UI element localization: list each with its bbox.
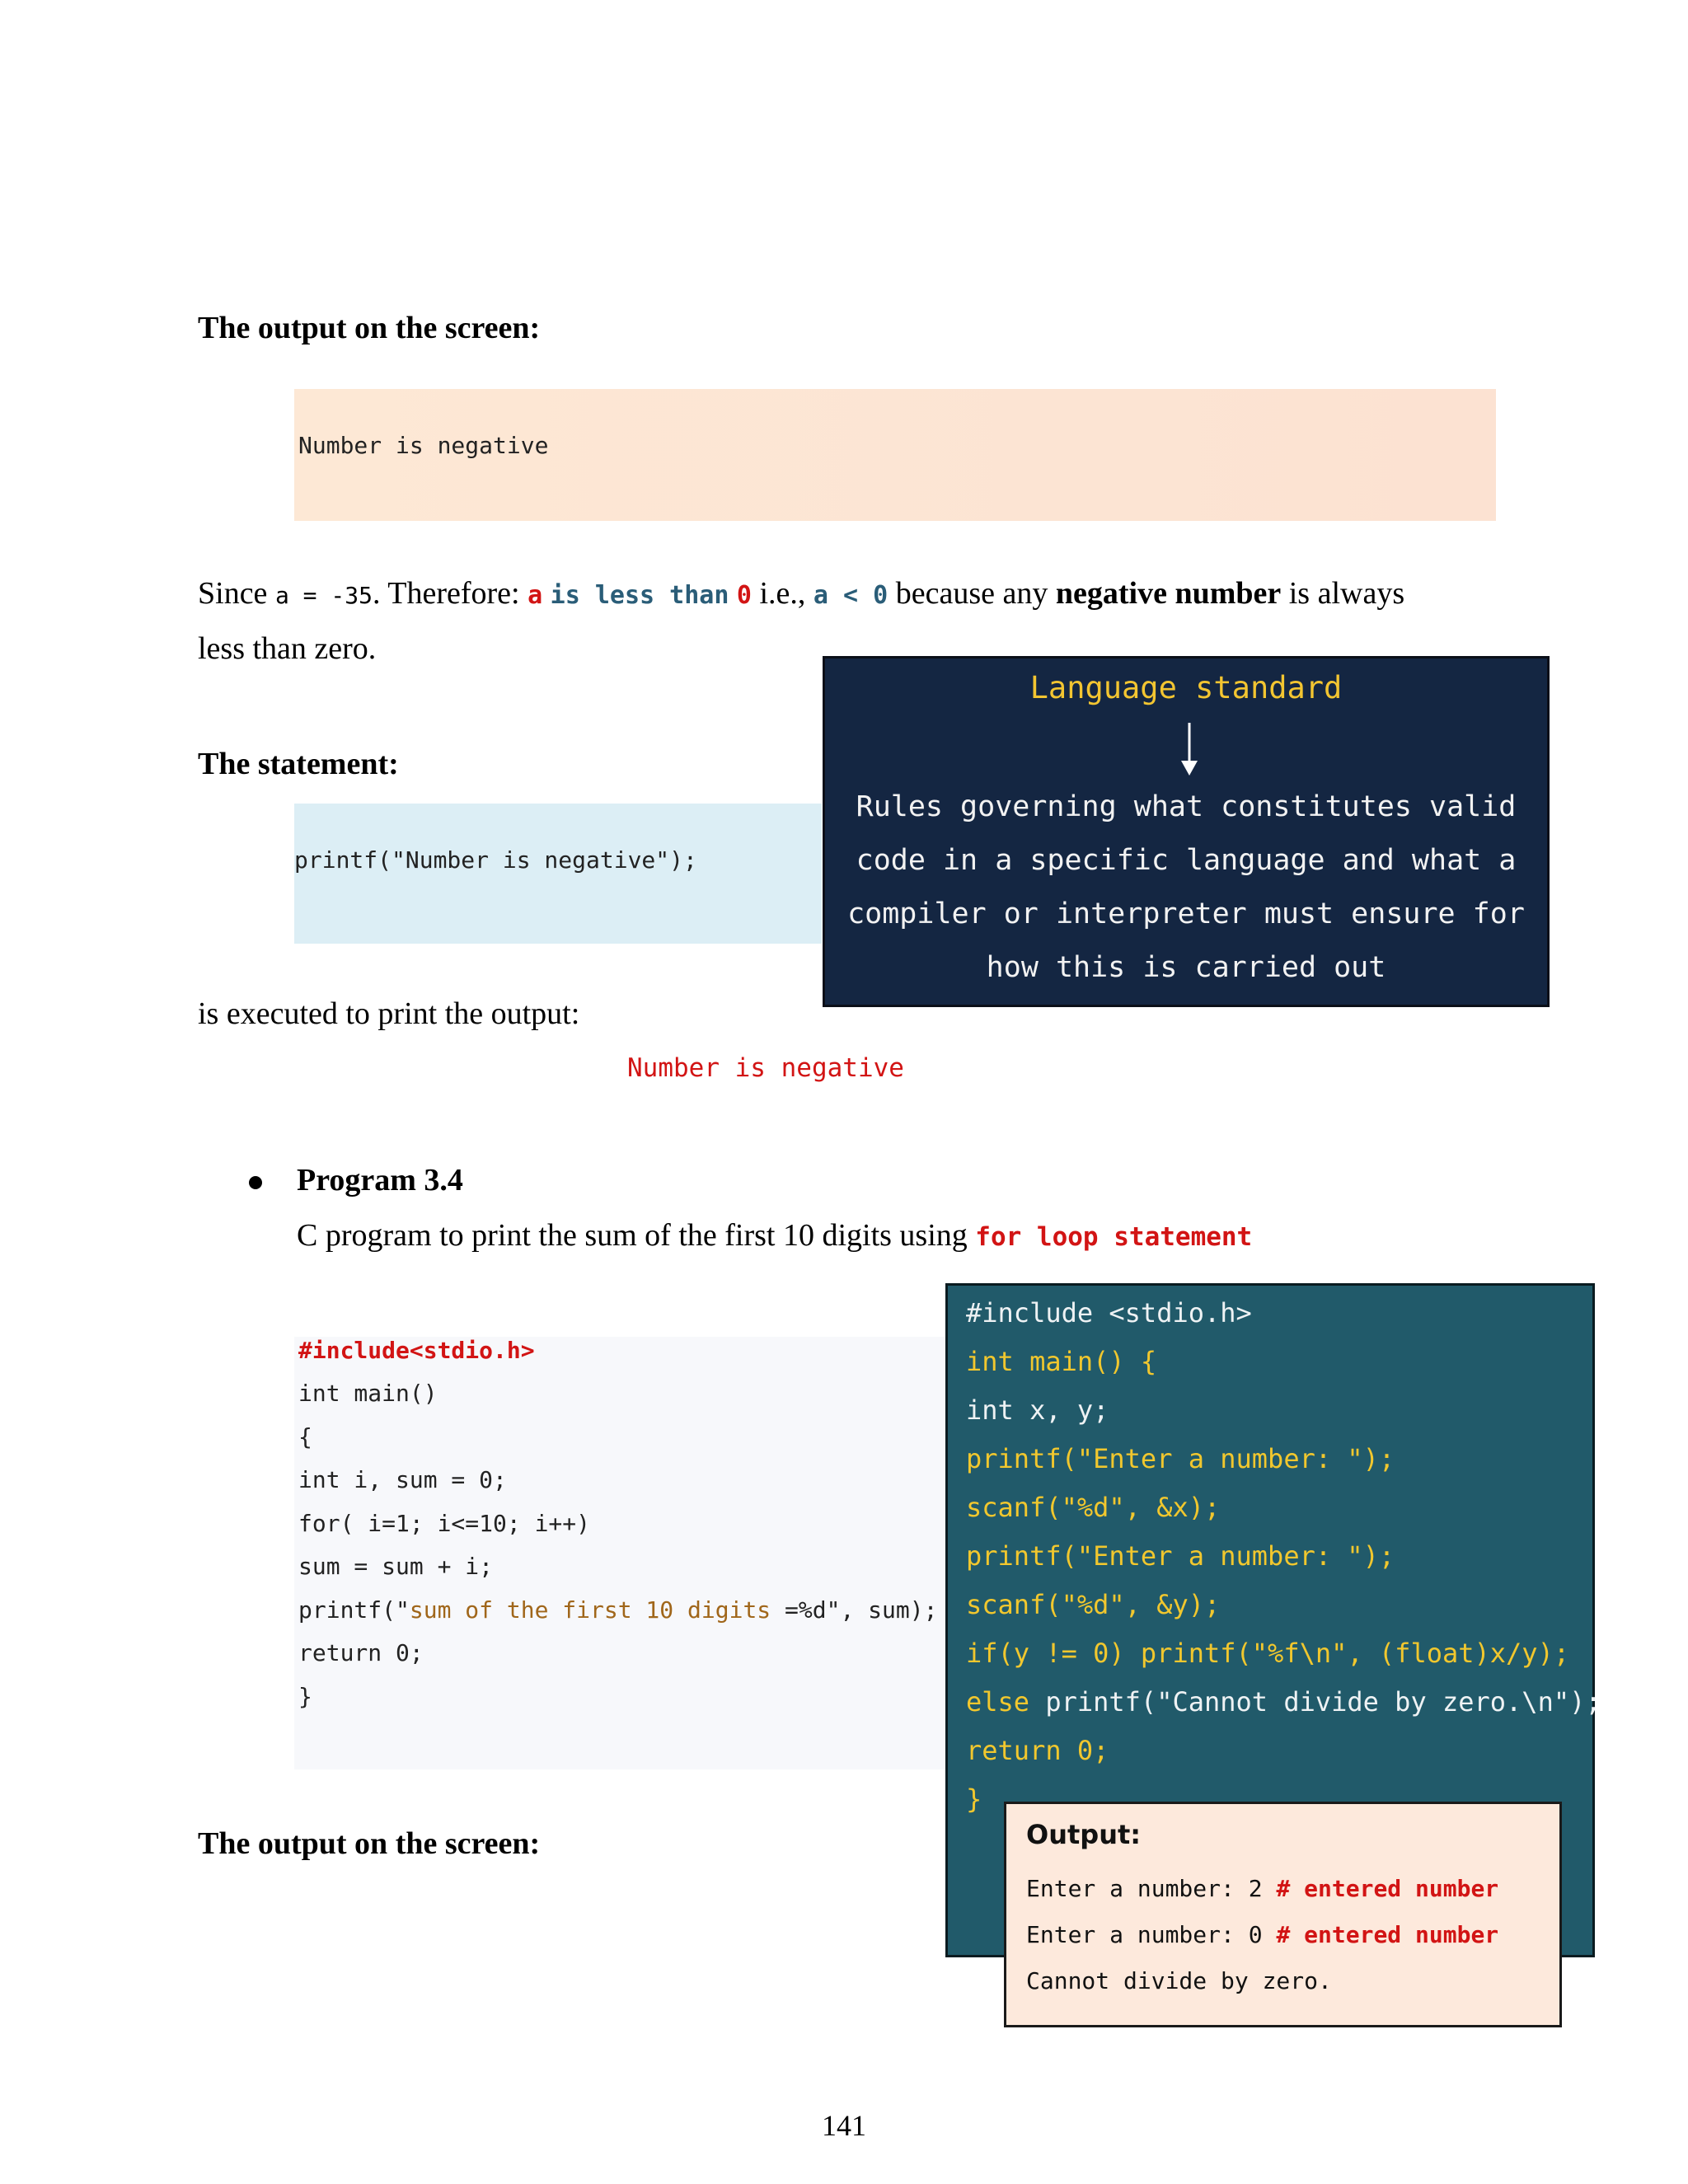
code-line: scanf("%d", &x); [966, 1492, 1221, 1523]
code-a-equals: a = -35 [274, 582, 373, 609]
code-line: scanf("%d", &y); [966, 1589, 1221, 1620]
arrow-down-icon [1179, 723, 1199, 777]
page-number: 141 [822, 2109, 866, 2142]
output-comment: # entered number [1276, 1875, 1499, 1902]
callout-line: compiler or interpreter must ensure for [847, 898, 1525, 930]
text-negative-number: negative number [1055, 576, 1282, 611]
code-segment: printf("Cannot divide by zero.\n"); [1029, 1686, 1601, 1718]
code-line: sum = sum + i; [298, 1553, 494, 1580]
code-line: for( i=1; i<=10; i++) [298, 1510, 591, 1537]
output-comment: # entered number [1276, 1921, 1499, 1948]
callout-description [825, 780, 1547, 995]
callout-line: Rules governing what constitutes valid [856, 790, 1517, 823]
output-line: Cannot divide by zero. [1026, 1967, 1332, 1994]
program-description-text: C program to print the sum of the first 10 digits using [297, 1218, 968, 1253]
code-line: #include<stdio.h> [298, 1337, 535, 1364]
output-overlay-box [1004, 1802, 1562, 2027]
callout-line: how this is carried out [986, 951, 1386, 984]
code-line: printf("Enter a number: "); [966, 1540, 1395, 1572]
callout-title: Language standard [1029, 670, 1343, 705]
code-line: #include <stdio.h> [966, 1297, 1252, 1329]
statement-code-box [294, 804, 822, 944]
code-string: sum of the first 10 digits [409, 1596, 771, 1624]
code-line [966, 1686, 1601, 1718]
heading-output-1: The output on the screen: [198, 311, 541, 345]
text-therefore: . Therefore: [372, 576, 520, 611]
bullet-icon [249, 1176, 262, 1189]
code-line: } [298, 1683, 312, 1710]
code-is-less-than: is less than [550, 581, 729, 610]
code-line: return 0; [966, 1735, 1109, 1766]
program-description [297, 1217, 1252, 1254]
code-line [298, 1596, 937, 1624]
code-line: int main() [298, 1380, 438, 1407]
output-line [1026, 1921, 1498, 1948]
code-line: { [298, 1423, 312, 1451]
executed-text: is executed to print the output: [198, 996, 580, 1031]
program-title: Program 3.4 [297, 1163, 463, 1197]
text-is-always: is always [1288, 576, 1405, 611]
language-standard-callout [823, 656, 1550, 1007]
output-title: Output: [1026, 1819, 1142, 1850]
heading-statement: The statement: [198, 747, 399, 781]
code-segment: =%d", sum); [771, 1596, 938, 1624]
statement-code: printf("Number is negative"); [294, 846, 697, 874]
code-line: } [966, 1783, 982, 1815]
code-line: if(y != 0) printf("%f\n", (float)x/y); [966, 1638, 1570, 1669]
text-because: because any [895, 576, 1048, 611]
printed-output: Number is negative [627, 1053, 904, 1083]
code-a: a [528, 581, 543, 610]
output-box [294, 389, 1496, 521]
code-line: int i, sum = 0; [298, 1466, 507, 1493]
program-code-box [294, 1337, 945, 1769]
callout-line: code in a specific language and what a [856, 844, 1517, 877]
paragraph-line-2: less than zero. [198, 631, 377, 666]
output-text: Enter a number: 2 [1026, 1875, 1277, 1902]
code-line: int x, y; [966, 1394, 1109, 1426]
code-a-less-zero: a < 0 [813, 581, 889, 610]
program-description-code: for loop statement [975, 1222, 1253, 1252]
paragraph-line-1 [198, 575, 1404, 612]
code-zero: 0 [736, 581, 752, 610]
output-text: Enter a number: 0 [1026, 1921, 1277, 1948]
text-since: Since [198, 576, 268, 611]
output-line [1026, 1875, 1498, 1902]
code-segment: printf(" [298, 1596, 410, 1624]
heading-output-2: The output on the screen: [198, 1826, 541, 1861]
code-line: return 0; [298, 1639, 424, 1666]
code-line: int main() { [966, 1346, 1157, 1377]
output-box-text: Number is negative [298, 432, 549, 459]
text-ie: i.e., [759, 576, 806, 611]
code-keyword: else [966, 1686, 1030, 1718]
code-line: printf("Enter a number: "); [966, 1443, 1395, 1474]
